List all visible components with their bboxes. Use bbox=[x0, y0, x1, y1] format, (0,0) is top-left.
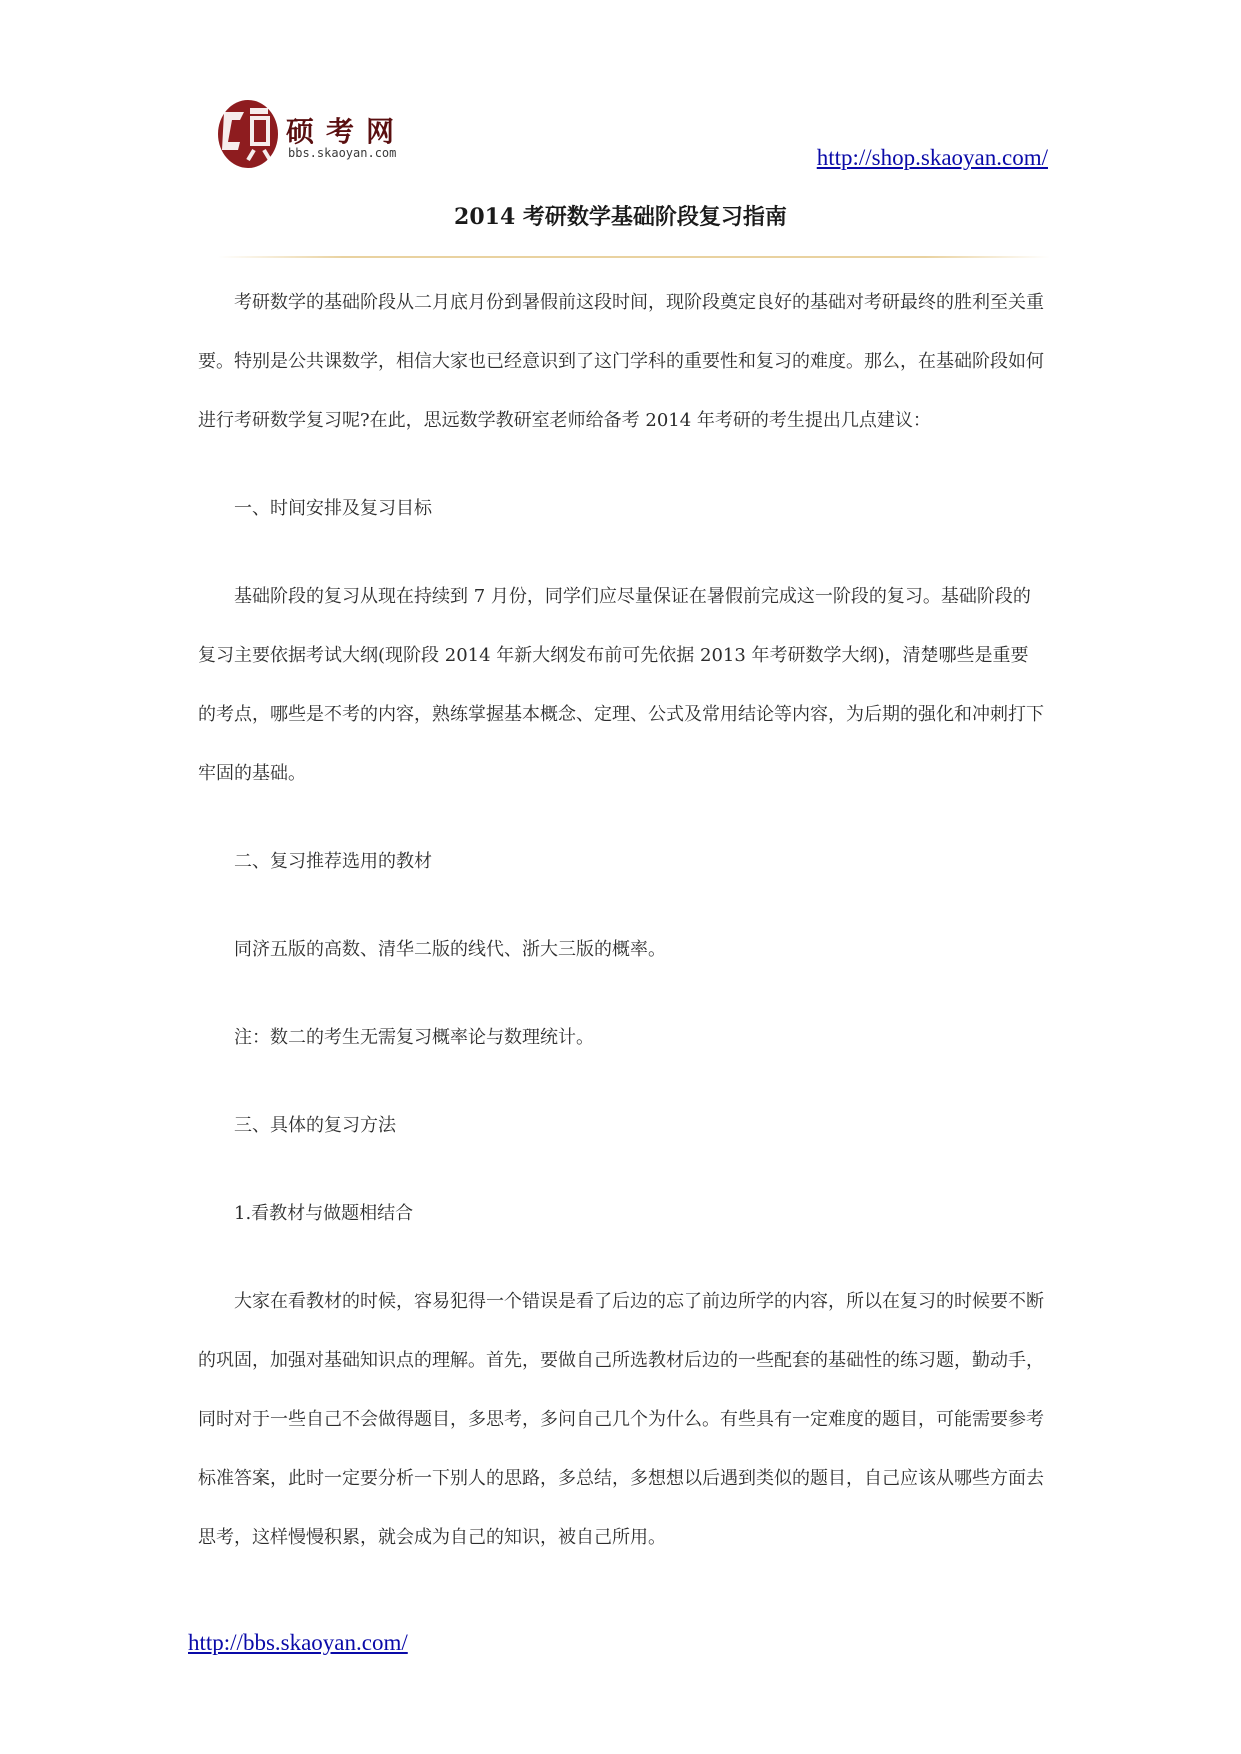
section3-subheading: 1.看教材与做题相结合 bbox=[234, 1203, 414, 1224]
document-title: 2014 考研数学基础阶段复习指南 bbox=[454, 204, 787, 230]
section1-heading: 一、时间安排及复习目标 bbox=[234, 498, 432, 519]
section2-heading: 二、复习推荐选用的教材 bbox=[234, 851, 432, 872]
site-logo bbox=[214, 90, 434, 170]
document-body bbox=[198, 273, 1044, 1567]
section2-note: 注：数二的考生无需复习概率论与数理统计。 bbox=[234, 1027, 594, 1048]
logo-name: 硕考网 bbox=[286, 115, 407, 148]
bbs-link[interactable]: http://bbs.skaoyan.com/ bbox=[188, 1630, 408, 1655]
section3-paragraph: 大家在看教材的时候，容易犯得一个错误是看了后边的忘了前边所学的内容，所以在复习的时候要不断的巩固，加强对基础知识点的理解。首先，要做自己所选教材后边的一些配套的基础性的练习题，勤动手，同时对于一些自己不会做得题目，多思考，多问自己几个为什么。有些具有一定难度的题目，可能需要参考标准答案，此时一定要分析一下别人的思路，多总结，多想想以后遇到类似的题目，自己应该从哪些方面去思考，这样慢慢积累，就会成为自己的知识，被自己所用。 bbox=[198, 1291, 1044, 1548]
section2-paragraph: 同济五版的高数、清华二版的线代、浙大三版的概率。 bbox=[234, 939, 666, 960]
section1-paragraph: 基础阶段的复习从现在持续到 7 月份，同学们应尽量保证在暑假前完成这一阶段的复习。基础阶段的复习主要依据考试大纲(现阶段 2014 年新大纲发布前可先依据 2013 年考研数学大纲)，清楚哪些是重要的考点，哪些是不考的内容，熟练掌握基本概念、定理、公式及常用结论等内容，为后期的强化和冲刺打下牢固的基础。 bbox=[198, 586, 1044, 784]
logo-seal-icon bbox=[214, 90, 282, 170]
shop-link[interactable]: http://shop.skaoyan.com/ bbox=[816, 145, 1048, 170]
logo-url-text: bbs.skaoyan.com bbox=[288, 146, 397, 160]
title-divider bbox=[218, 256, 1050, 258]
section3-heading: 三、具体的复习方法 bbox=[234, 1115, 396, 1136]
intro-paragraph: 考研数学的基础阶段从二月底月份到暑假前这段时间，现阶段奠定良好的基础对考研最终的胜利至关重要。特别是公共课数学，相信大家也已经意识到了这门学科的重要性和复习的难度。那么，在基础阶段如何进行考研数学复习呢?在此，思远数学教研室老师给备考 2014 年考研的考生提出几点建议： bbox=[198, 292, 1044, 431]
